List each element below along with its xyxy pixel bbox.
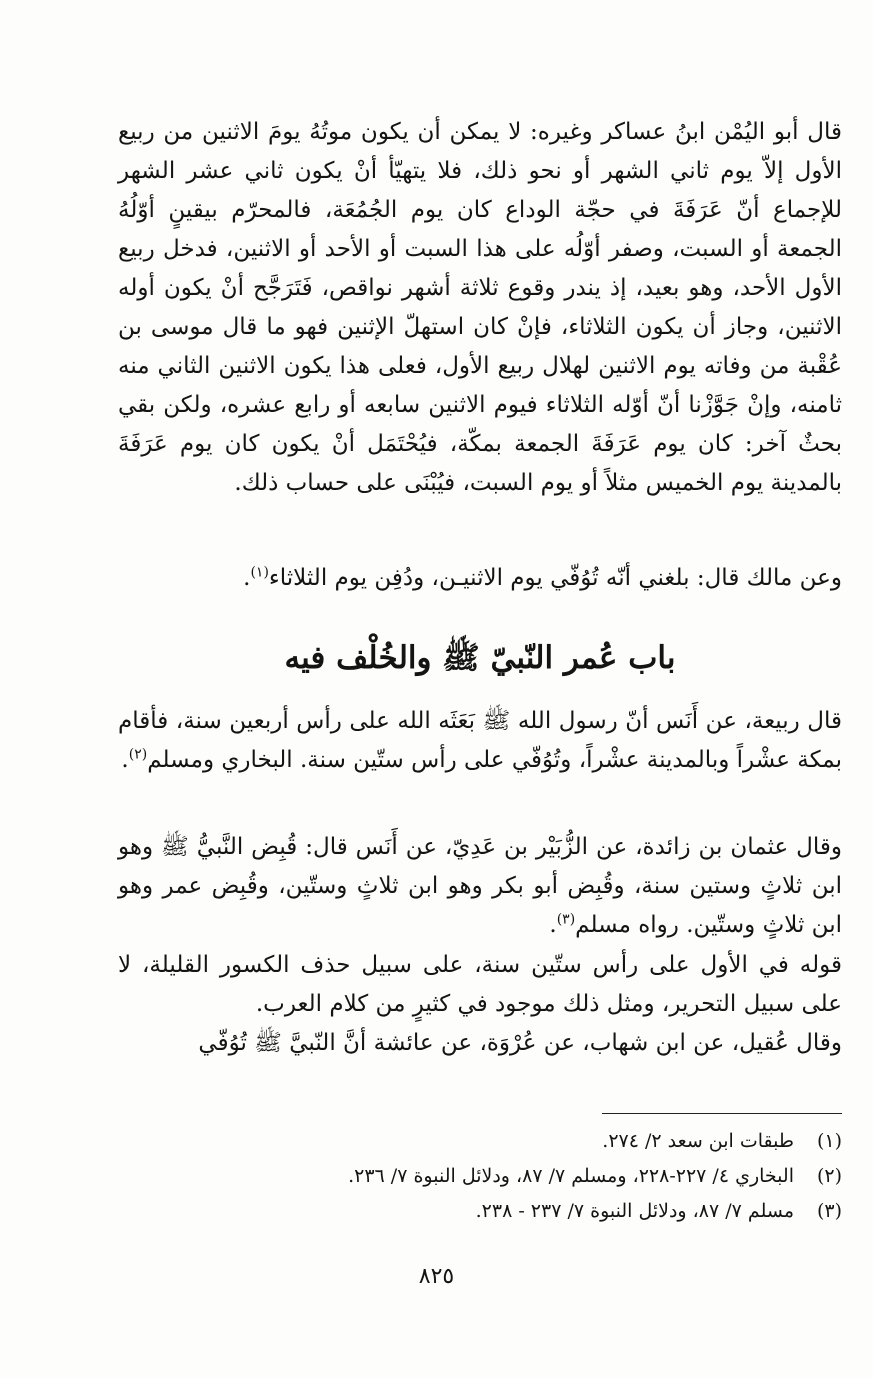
footnote-text: البخاري ٤/ ٢٢٧-٢٢٨، ومسلم ٧/ ٨٧، ودلائل النبوة ٧/ ٢٣٦. [348,1165,794,1187]
footnote-divider [602,1113,842,1114]
paragraph-text: وقال عُقيل، عن ابن شهاب، عن عُرْوَة، عن عائشة أنَّ النّبيَّ ﷺ تُوُفّي [198,1030,842,1056]
footnote-number: (٢) [816,1165,842,1187]
paragraph-commentary [118,946,842,1024]
paragraph-date-of-death-analysis [118,113,842,503]
footnote-number: (١) [816,1130,842,1152]
footnote-text: مسلم ٧/ ٨٧، ودلائل النبوة ٧/ ٢٣٧ - ٢٣٨. [475,1200,794,1222]
page-number: ٨٢٥ [418,1264,455,1289]
paragraph-uthman-report [118,828,842,945]
paragraph-rabia-report [118,702,842,780]
paragraph-text: قال ربيعة، عن أَنَس أنّ رسول الله ﷺ بَعَثَه الله على رأس أربعين سنة، فأقام بمكة عشْراً وبالمدينة عشْراً، وتُوُفّي على رأس ستّين سنة. البخاري ومسلم [118,708,842,773]
footnote-number: (٣) [816,1200,842,1222]
paragraph-text: وقال عثمان بن زائدة، عن الزُّبَيْر بن عَدِيّ، عن أَنَس قال: قُبِض النَّبيُّ ﷺ وهو ابن ثلاثٍ وستين سنة، وقُبِض أبو بكر وهو ابن ثلاثٍ وستّين، وقُبِض عمر وهو ابن ثلاثٍ وستّين. رواه مسلم [118,834,842,938]
paragraph-malik-report [118,559,842,598]
paragraph-end: . [549,912,557,938]
paragraph-text: قال أبو اليُمْن ابنُ عساكر وغيره: لا يمكن أن يكون موتُهُ يومَ الاثنين من ربيع الأول إلاّ يوم ثاني الشهر أو نحو ذلك، فلا يتهيّأ أنْ يكون ثاني عشر الشهر للإجماع أنّ عَرَفَةَ في حجّة الوداع كان يوم الجُمُعَة، فالمحرّم بيقينٍ أوّلُهُ الجمعة أو السبت، وصفر أوّلُه على هذا السبت أو الأحد أو الاثنين، فدخل ربيع الأول الأحد، وهو بعيد، إذ يندر وقوع ثلاثة أشهر نواقص، فَتَرَجَّح أنْ يكون أوله الاثنين، وجاز أن يكون الثلاثاء، فإنْ كان استهلّ الإثنين فهو ما قال موسى بن عُقْبة من وفاته يوم الاثنين لهلال ربيع الأول، فعلى هذا يكون الاثنين الثاني منه ثامنه، وإنْ جَوَّزْنا أنّ أوّله الثلاثاء فيوم الاثنين سابعه أو رابع عشره، ولكن بقي بحثٌ آخر: كان يوم عَرَفَةَ الجمعة بمكّة، فيُحْتَمَل أنْ يكون كان يوم عَرَفَةَ بالمدينة يوم الخميس مثلاً أو يوم السبت، فيُبْنَى على حساب ذلك. [118,119,842,496]
footnote-item [118,1159,842,1194]
footnote-item [118,1194,842,1229]
paragraph-end: . [121,747,129,773]
footnote-ref-1: (١) [250,564,269,581]
chapter-heading: باب عُمر النّبيّ ﷺ والخُلْف فيه [284,640,676,676]
paragraph-uqayl-report [118,1024,842,1063]
paragraph-text: وعن مالك قال: بلغني أنّه تُوُفّي يوم الاثنيـن، ودُفِن يوم الثلاثاء [268,565,842,591]
footnotes-list [118,1124,842,1229]
paragraph-text: قوله في الأول على رأس ستّين سنة، على سبيل حذف الكسور القليلة، لا على سبيل التحرير، ومثل ذلك موجود في كثيرٍ من كلام العرب. [118,952,842,1017]
footnote-text: طبقات ابن سعد ٢/ ٢٧٤. [602,1130,794,1152]
footnote-ref-3: (٣) [556,911,576,928]
paragraph-end: . [243,565,251,591]
footnote-ref-2: (٢) [128,746,148,763]
footnote-item [118,1124,842,1159]
